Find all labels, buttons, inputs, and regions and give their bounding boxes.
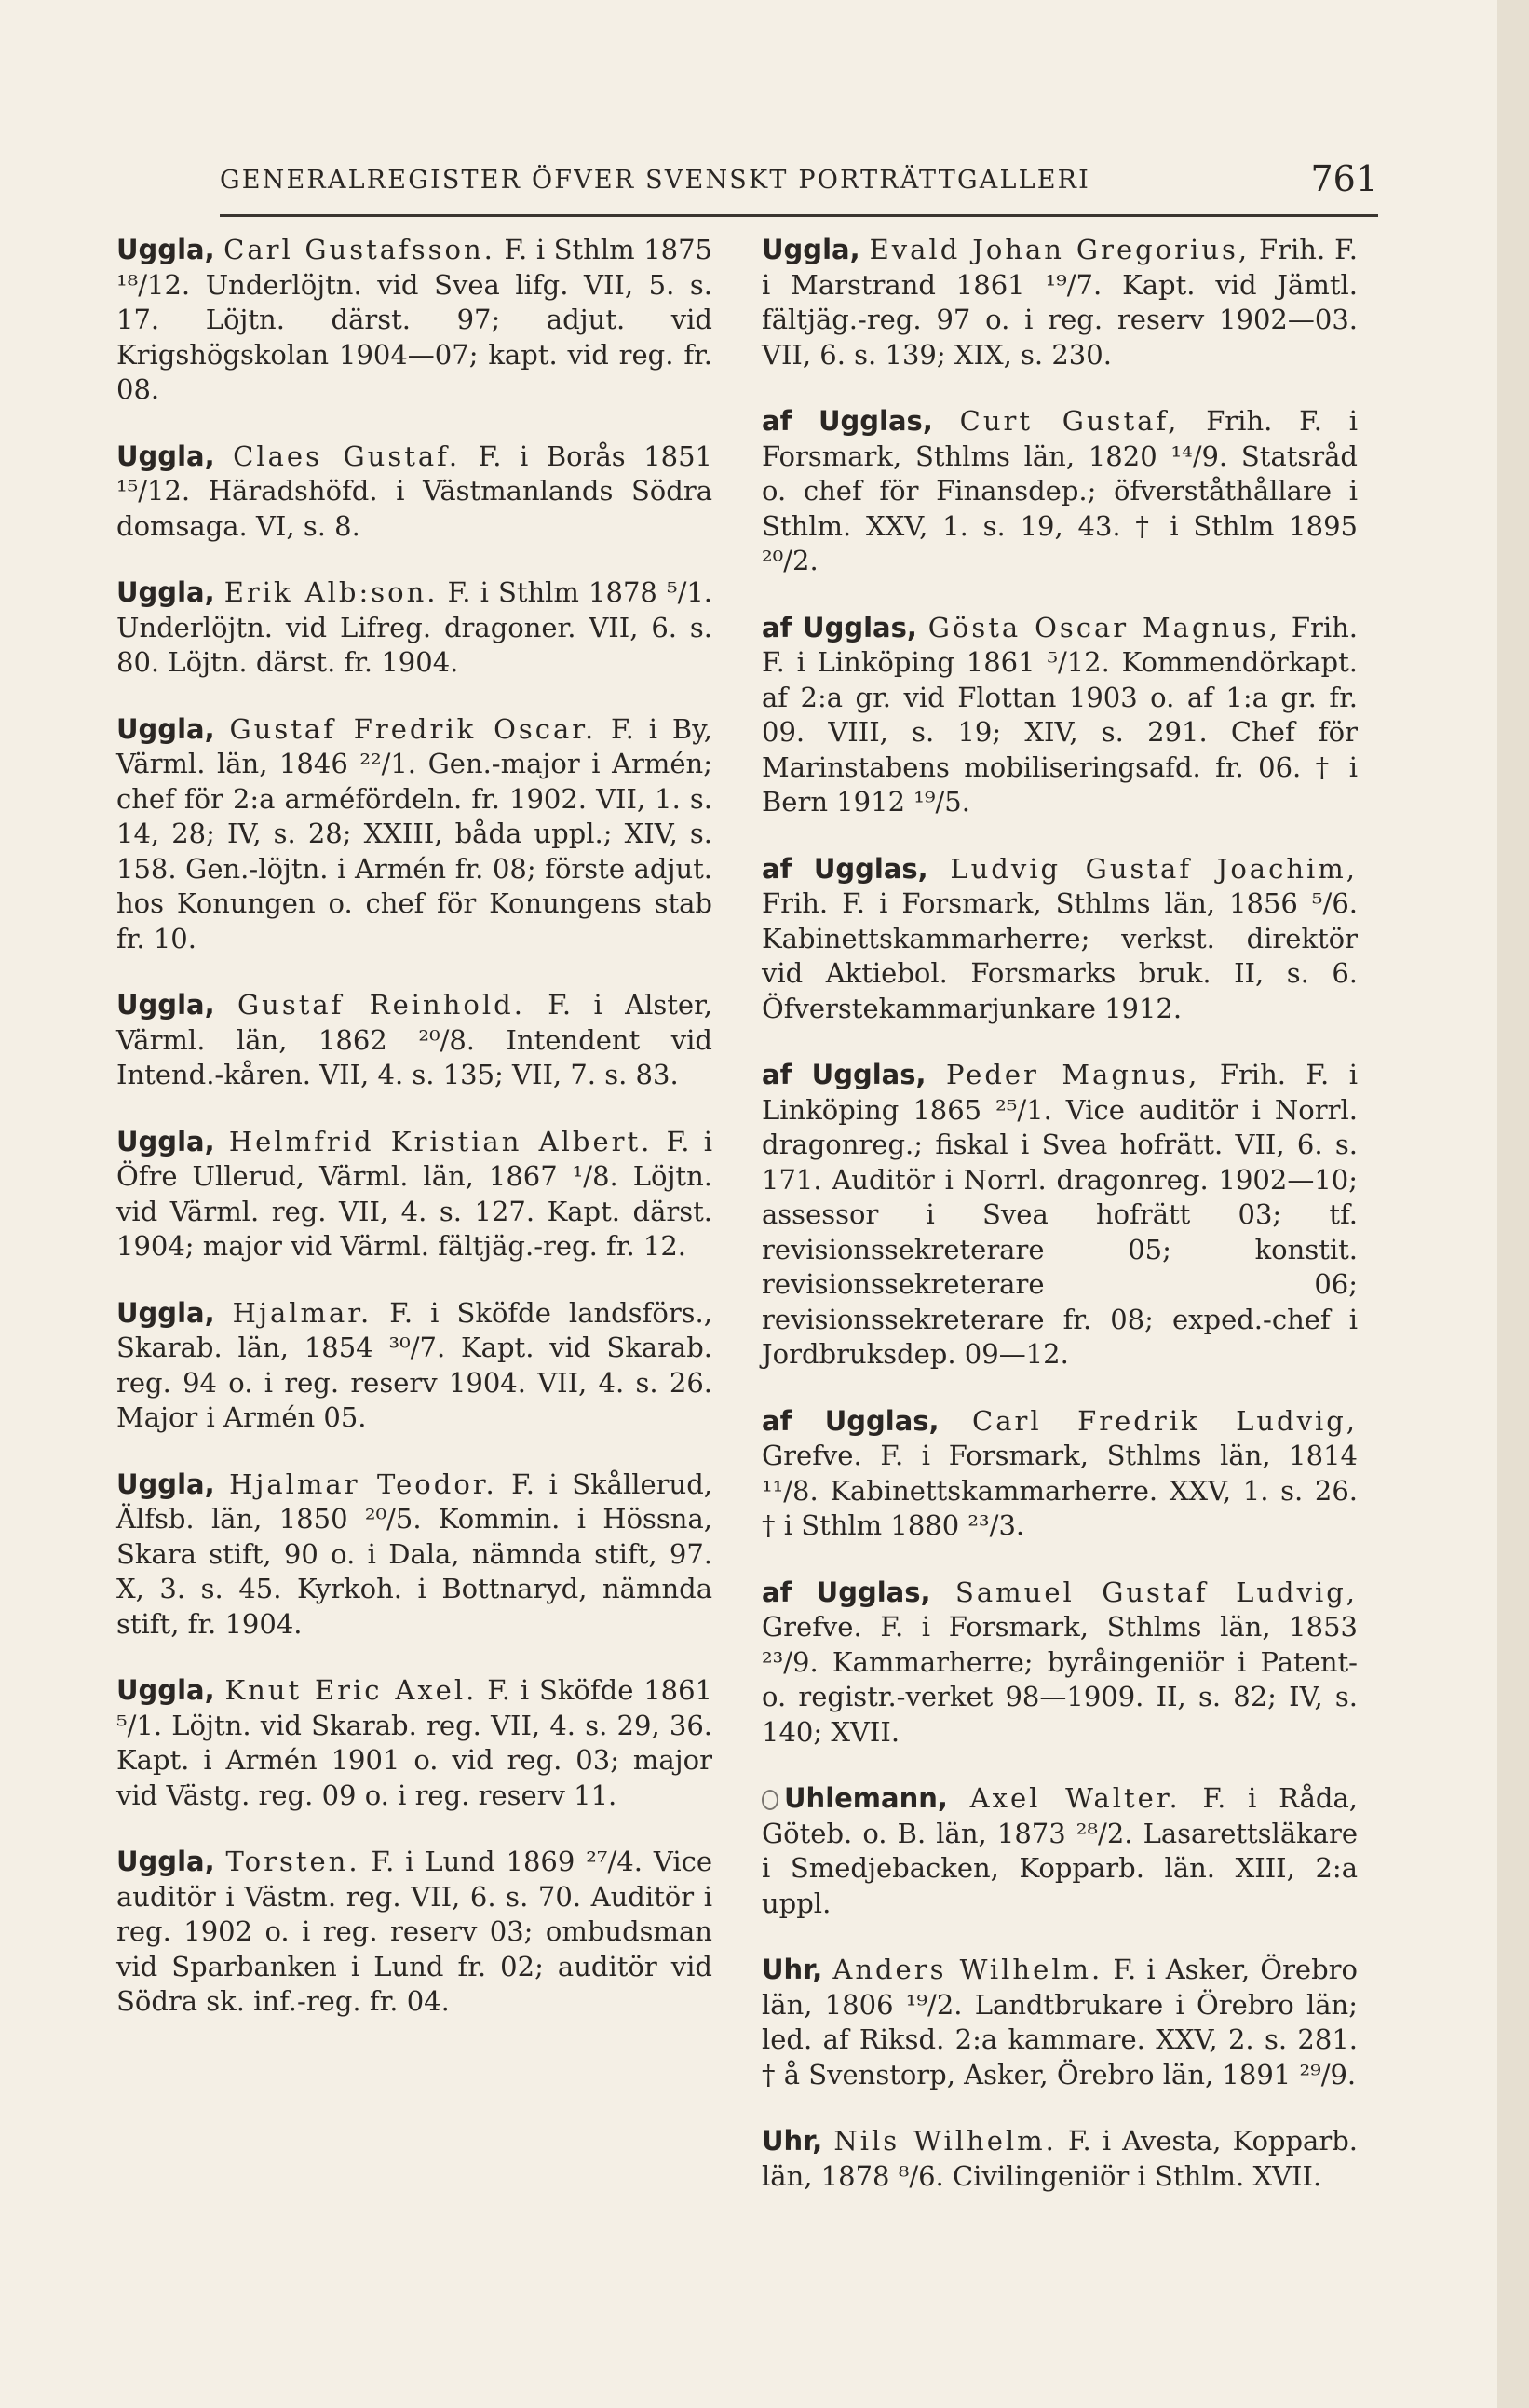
entry-given-names: Curt Gustaf, <box>959 405 1180 437</box>
entry-given-names: Nils Wilhelm. <box>833 2125 1057 2157</box>
entry-text: F. i Asker, Örebro län, 1806 ¹⁹/2. Landtbrukare i Örebro län; led. af Riksd. 2:a kammare. XXV, 2. s. 281. † å Svenstorp, Asker, Örebro län, 1891 ²⁹/9. <box>762 1954 1358 2090</box>
entry-text: F. i By, Värml. län, 1846 ²²/1. Gen.-major i Armén; chef för 2:a arméfördeln. fr. 1902. VII, 1. s. 14, 28; IV, s. 28; XXIII, båda uppl.; XIV, s. 158. Gen.-löjtn. i Armén fr. 08; förste adjut. hos Konungen o. chef för Konungens stab fr. 10. <box>116 712 712 954</box>
entry-text: Frih. F. i Forsmark, Sthlms län, 1856 ⁵/6. Kabinettskammarherre; verkst. direktör vid Aktiebol. Forsmarks bruk. II, s. 6. Öfverstekammarjunkare 1912. <box>762 887 1358 1024</box>
entry-given-names: Axel Walter. <box>969 1782 1181 1814</box>
entry-prefix: af <box>762 1404 792 1437</box>
entry-given-names: Gustaf Reinhold. <box>237 989 525 1021</box>
entry-text: F. i Alster, Värml. län, 1862 ²⁰/8. Intendent vid Intend.-kåren. VII, 4. s. 135; VII, 7. s. 83. <box>116 989 712 1090</box>
entry-surname: Ugglas, <box>816 1576 931 1608</box>
entry-surname: Uggla, <box>116 234 215 265</box>
register-entry <box>116 1125 712 1265</box>
entry-prefix: af <box>762 1576 792 1608</box>
register-entry <box>116 1296 712 1436</box>
register-entry <box>116 1673 712 1813</box>
register-entry <box>762 404 1358 579</box>
entry-given-names: Evald Johan Gregorius, <box>869 234 1251 265</box>
entry-given-names: Knut Eric Axel. <box>224 1674 478 1706</box>
register-entry <box>762 1781 1358 1921</box>
entry-text: F. i Borås 1851 ¹⁵/12. Häradshöfd. i Västmanlands Södra domsaga. VI, s. 8. <box>116 440 712 542</box>
entry-surname: Uggla, <box>116 440 215 472</box>
running-header <box>220 158 1378 217</box>
entry-surname: Uggla, <box>116 1125 215 1157</box>
entry-prefix: af <box>762 611 792 643</box>
register-entry <box>762 611 1358 820</box>
register-entry <box>116 988 712 1093</box>
entry-surname: Uggla, <box>116 989 215 1021</box>
register-entry <box>762 233 1358 372</box>
entry-given-names: Gösta Oscar Magnus, <box>927 611 1280 643</box>
entry-surname: Uggla, <box>116 1468 215 1500</box>
entry-surname: Uggla, <box>116 712 215 745</box>
entry-surname: Uhr, <box>762 2125 823 2157</box>
register-entry <box>116 575 712 681</box>
entry-given-names: Helmfrid Kristian Albert. <box>228 1125 653 1157</box>
entry-given-names: Carl Fredrik Ludvig, <box>972 1404 1359 1437</box>
entry-surname: Uggla, <box>762 234 860 265</box>
entry-text: Grefve. F. i Forsmark, Sthlms län, 1853 ²³/9. Kammarherre; byråingeniör i Patent- o. registr.-verket 98—1909. II, s. 82; IV, s. 140; XVII. <box>762 1611 1358 1748</box>
entry-text: F. i Avesta, Kopparb. län, 1878 ⁸/6. Civilingeniör i Sthlm. XVII. <box>762 2125 1358 2192</box>
entry-given-names: Torsten. <box>225 1846 360 1877</box>
entry-text: Frih. F. i Marstrand 1861 ¹⁹/7. Kapt. vid Jämtl. fältjäg.-reg. 97 o. i reg. reserv 1902—03. VII, 6. s. 139; XIX, s. 230. <box>762 234 1359 371</box>
entry-text: Frih. F. i Linköping 1861 ⁵/12. Kommendörkapt. af 2:a gr. vid Flottan 1903 o. af 1:a gr. fr. 09. VIII, s. 19; XIV, s. 291. Chef för Marinstabens mobiliseringsafd. fr. 06. † i Bern 1912 ¹⁹/5. <box>762 611 1358 818</box>
page-number: 761 <box>1310 158 1378 199</box>
entry-prefix: af <box>762 852 792 885</box>
entry-surname: Uggla, <box>116 1846 215 1877</box>
entry-given-names: Claes Gustaf. <box>233 440 461 472</box>
entry-text: Frih. F. i Linköping 1865 ²⁵/1. Vice auditör i Norrl. dragonreg.; fiskal i Svea hofrätt. VII, 6. s. 171. Auditör i Norrl. dragonreg. 1902—10; assessor i Svea hofrätt 03; tf. revisionssekreterare 05; konstit. revisionssekreterare 06; revisionssekreterare fr. 08; exped.-chef i Jordbruksdep. 09—12. <box>762 1059 1358 1370</box>
margin-circle-mark <box>762 1790 778 1810</box>
register-entry <box>762 1576 1358 1751</box>
entry-surname: Ugglas, <box>813 852 928 885</box>
entry-prefix: af <box>762 405 792 437</box>
register-entry <box>116 233 712 408</box>
entry-given-names: Carl Gustafsson. <box>223 234 495 265</box>
left-column <box>116 233 712 2051</box>
entry-text: F. i Råda, Göteb. o. B. län, 1873 ²⁸/2. Lasarettsläkare i Smedjebacken, Kopparb. län. XIII, 2:a uppl. <box>762 1782 1358 1919</box>
entry-text: Grefve. F. i Forsmark, Sthlms län, 1814 ¹¹/8. Kabinettskammarherre. XXV, 1. s. 26. † i Sthlm 1880 ²³/3. <box>762 1440 1358 1541</box>
right-column <box>762 233 1358 2225</box>
running-title: GENERALREGISTER ÖFVER SVENSKT PORTRÄTTGALLERI <box>220 166 1091 195</box>
entry-surname: Uggla, <box>116 1296 215 1329</box>
entry-surname: Ugglas, <box>824 1404 940 1437</box>
entry-text: Frih. F. i Forsmark, Sthlms län, 1820 ¹⁴/9. Statsråd o. chef för Finansdep.; öfverståthållare i Sthlm. XXV, 1. s. 19, 43. † i Sthlm 1895 ²⁰/2. <box>762 405 1359 576</box>
register-entry <box>762 1058 1358 1373</box>
entry-surname: Uhlemann, <box>784 1782 948 1814</box>
register-entry <box>116 1845 712 2020</box>
entry-text: F. i Lund 1869 ²⁷/4. Vice auditör i Västm. reg. VII, 6. s. 70. Auditör i reg. 1902 o. i reg. reserv 03; ombudsman vid Sparbanken i Lund fr. 02; auditör vid Södra sk. inf.-reg. fr. 04. <box>116 1846 712 2017</box>
register-entry <box>762 1953 1358 2092</box>
entry-text: F. i Sthlm 1875 ¹⁸/12. Underlöjtn. vid Svea lifg. VII, 5. s. 17. Löjtn. därst. 97; adjut. vid Krigshögskolan 1904—07; kapt. vid reg. fr. 08. <box>116 234 713 405</box>
entry-given-names: Ludvig Gustaf Joachim, <box>950 852 1359 885</box>
register-entry <box>762 2124 1358 2194</box>
register-entry <box>116 712 712 957</box>
entry-text: F. i Skållerud, Älfsb. län, 1850 ²⁰/5. Kommin. i Hössna, Skara stift, 90 o. i Dala, nämnda stift, 97. X, 3. s. 45. Kyrkoh. i Bottnaryd, nämnda stift, fr. 1904. <box>116 1468 713 1640</box>
entry-prefix: af <box>762 1059 792 1090</box>
register-entry <box>116 1468 712 1643</box>
entry-given-names: Hjalmar. <box>232 1296 372 1329</box>
entry-text: F. i Öfre Ullerud, Värml. län, 1867 ¹/8. Löjtn. vid Värml. reg. VII, 4. s. 127. Kapt. därst. 1904; major vid Värml. fältjäg.-reg. fr. 12. <box>116 1125 713 1262</box>
entry-text: F. i Sköfde landsförs., Skarab. län, 1854 ³⁰/7. Kapt. vid Skarab. reg. 94 o. i reg. reserv 1904. VII, 4. s. 26. Major i Armén 05. <box>116 1296 712 1433</box>
entry-surname: Ugglas, <box>803 611 917 643</box>
entry-surname: Ugglas, <box>811 1059 927 1090</box>
register-entry <box>762 1404 1358 1544</box>
entry-surname: Uhr, <box>762 1954 823 1985</box>
entry-surname: Ugglas, <box>818 405 933 437</box>
entry-surname: Uggla, <box>116 576 215 608</box>
entry-given-names: Erik Alb:son. <box>223 576 439 608</box>
entry-given-names: Samuel Gustaf Ludvig, <box>954 1576 1359 1608</box>
entry-surname: Uggla, <box>116 1674 215 1706</box>
entry-given-names: Hjalmar Teodor. <box>229 1468 497 1500</box>
register-entry <box>762 852 1358 1027</box>
entry-given-names: Peder Magnus, <box>945 1059 1200 1090</box>
entry-given-names: Anders Wilhelm. <box>832 1954 1103 1985</box>
entry-given-names: Gustaf Fredrik Oscar. <box>229 712 597 745</box>
entry-text: F. i Sköfde 1861 ⁵/1. Löjtn. vid Skarab. reg. VII, 4. s. 29, 36. Kapt. i Armén 1901 o. vid reg. 03; major vid Västg. reg. 09 o. i reg. reserv 11. <box>116 1674 713 1811</box>
register-entry <box>116 440 712 545</box>
entry-text: F. i Sthlm 1878 ⁵/1. Underlöjtn. vid Lifreg. dragoner. VII, 6. s. 80. Löjtn. därst. fr. 1904. <box>116 576 713 678</box>
